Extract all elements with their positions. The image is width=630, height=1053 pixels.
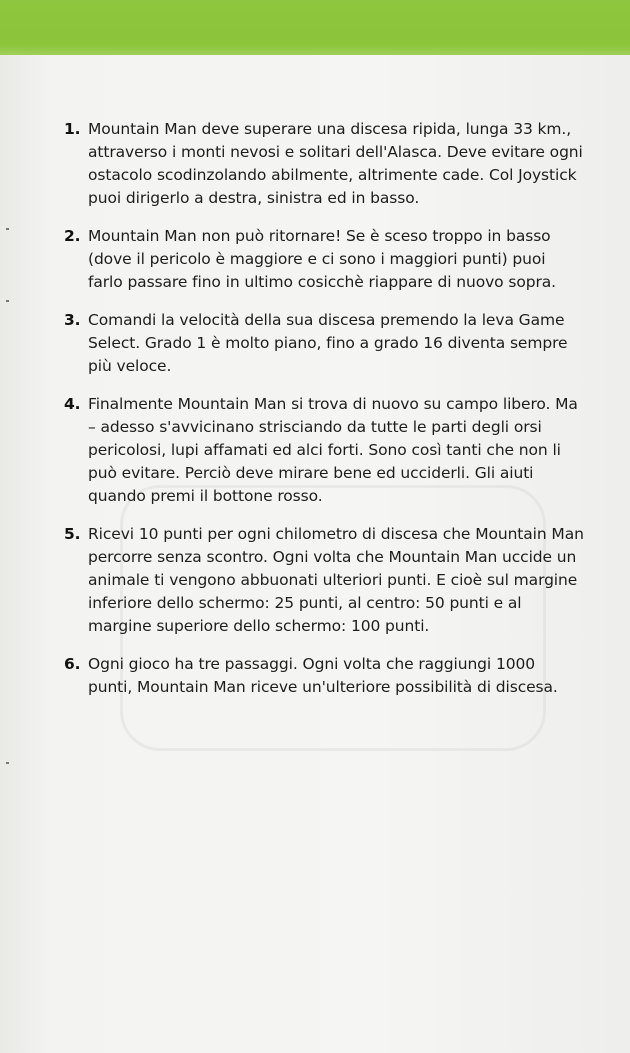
instruction-item-3: [64, 309, 584, 378]
item-number: 4.: [64, 395, 81, 413]
item-text: Comandi la velocità della sua discesa premendo la leva Game Select. Grado 1 è molto piano, fino a grado 16 diventa sempre più veloce.: [88, 311, 568, 375]
item-number: 2.: [64, 227, 81, 245]
instruction-item-1: [64, 118, 584, 210]
instruction-item-2: [64, 225, 584, 294]
margin-mark: [6, 228, 9, 230]
instruction-item-4: [64, 393, 584, 508]
item-number: 5.: [64, 525, 81, 543]
item-text: Ricevi 10 punti per ogni chilometro di discesa che Mountain Man percorre senza scontro. Ogni volta che Mountain Man uccide un animale ti vengono abbuonati ulteriori punti. E cioè sul margine inferiore dello schermo: 25 punti, al centro: 50 punti e al margine superiore dello schermo: 100 punti.: [88, 525, 584, 635]
instruction-item-5: [64, 523, 584, 638]
instruction-item-6: [64, 653, 584, 699]
item-text: Mountain Man deve superare una discesa ripida, lunga 33 km., attraverso i monti nevosi e solitari dell'Alasca. Deve evitare ogni ostacolo scodinzolando abilmente, altrimente cade. Col Joystick puoi dirigerlo a destra, sinistra ed in basso.: [88, 120, 583, 207]
margin-mark: [6, 762, 9, 764]
item-number: 3.: [64, 311, 81, 329]
item-text: Mountain Man non può ritornare! Se è sceso troppo in basso (dove il pericolo è maggiore e ci sono i maggiori punti) puoi farlo passare fino in ultimo cosicchè riappare di nuovo sopra.: [88, 227, 556, 291]
green-header-band: [0, 0, 630, 55]
item-number: 1.: [64, 120, 81, 138]
margin-mark: [6, 300, 9, 302]
instructions-list: [64, 118, 584, 714]
item-text: Ogni gioco ha tre passaggi. Ogni volta che raggiungi 1000 punti, Mountain Man riceve un'ulteriore possibilità di discesa.: [88, 655, 558, 696]
item-number: 6.: [64, 655, 81, 673]
item-text: Finalmente Mountain Man si trova di nuovo su campo libero. Ma – adesso s'avvicinano strisciando da tutte le parti degli orsi pericolosi, lupi affamati ed alci forti. Sono così tanti che non li può evitare. Perciò deve mirare bene ed ucciderli. Gli aiuti quando premi il bottone rosso.: [88, 395, 578, 505]
